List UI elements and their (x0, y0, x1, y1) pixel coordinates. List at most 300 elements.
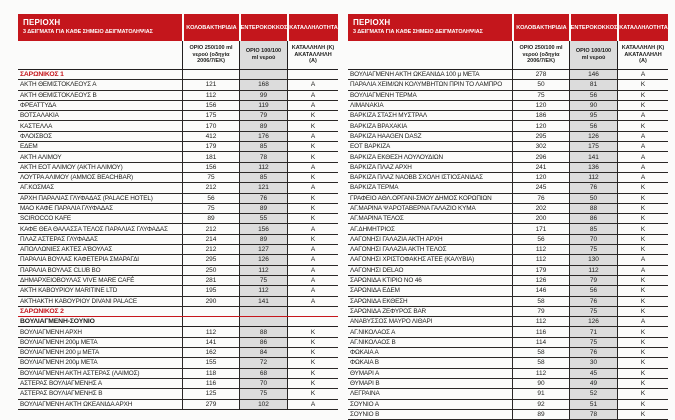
coliform-value: 116 (182, 379, 239, 388)
site-name: ΑΓ.ΔΗΜΗΤΡΙΟΣ (350, 225, 395, 233)
coliform-value: 295 (512, 132, 569, 141)
table-row (348, 70, 668, 80)
suitability-value: Κ (287, 369, 338, 378)
coliform-value: 179 (182, 142, 239, 151)
coliform-value: 120 (512, 101, 569, 110)
suitability-value: Α (287, 101, 338, 110)
enterococci-value: 75 (239, 389, 287, 398)
site-name: ΣΟΥΝΙΟ Β (350, 410, 380, 418)
site-name: ΒΟΥΛΙΑΓΜΕΝΗ 200 μ ΜΕΤΑ (20, 349, 100, 357)
table-body (18, 70, 338, 410)
site-name: ΣΑΡΩΝΙΔΑ ΕΔΕΜ (350, 287, 400, 295)
enterococci-value: 112 (569, 266, 617, 275)
suitability-value: Α (287, 163, 338, 172)
site-name: ΒΑΡΚΙΖΑ HAAGEN DASZ (350, 132, 422, 140)
suitability-value: Κ (617, 389, 668, 398)
coliform-value: 112 (512, 255, 569, 264)
table-row (18, 327, 338, 337)
site-name: ΒΟΥΛΙΑΓΜΕΝΗ 200μ ΜΕΤΑ (20, 338, 98, 346)
suitability-value: Κ (287, 338, 338, 347)
coliform-value: 146 (512, 286, 569, 295)
enterococci-value: 119 (239, 101, 287, 110)
table-row (348, 358, 668, 368)
enterococci-value (239, 317, 287, 326)
suitability-value: Κ (617, 214, 668, 223)
water-quality-table-right (348, 14, 668, 420)
enterococci-value: 88 (569, 204, 617, 213)
enterococci-value: 49 (569, 379, 617, 388)
table-row (18, 224, 338, 234)
enterococci-value: 112 (239, 266, 287, 275)
suitability-value: Α (287, 266, 338, 275)
suitability-value: Κ (617, 235, 668, 244)
coliform-value: 75 (182, 173, 239, 182)
suitability-value: Α (287, 276, 338, 285)
suitability-value: Κ (287, 194, 338, 203)
table-row (348, 194, 668, 204)
table-row (18, 245, 338, 255)
water-quality-table-left (18, 14, 338, 420)
coliform-value: 181 (182, 152, 239, 161)
enterococci-value: 176 (239, 132, 287, 141)
table-row (348, 338, 668, 348)
table-row (348, 121, 668, 131)
table-row (18, 80, 338, 90)
suitability-value (287, 317, 338, 326)
enterococci-value: 89 (239, 235, 287, 244)
suitability-value: Κ (617, 91, 668, 100)
site-name: ΑΣΤΕΡΑΣ ΒΟΥΛΙΑΓΜΕΝΗΣ Α (20, 380, 102, 388)
site-name: ΑΓ.ΝΙΚΟΛΑΟΣ Β (350, 338, 396, 346)
coliform-value: 200 (512, 214, 569, 223)
table-row (348, 214, 668, 224)
suitability-value: Α (287, 286, 338, 295)
enterococci-value: 75 (569, 245, 617, 254)
table-row (18, 255, 338, 265)
table-row (348, 389, 668, 399)
table-header (18, 14, 338, 41)
suitability-value: Κ (287, 348, 338, 357)
enterococci-value: 81 (569, 80, 617, 89)
enterococci-value: 99 (239, 91, 287, 100)
table-body (348, 70, 668, 420)
enterococci-value: 51 (569, 400, 617, 409)
enterococci-value: 102 (239, 400, 287, 409)
site-name: ΦΛΟΙΣΒΟΣ (20, 132, 52, 140)
site-name: ΣΑΡΩΝΙΔΑ ΕΚΘΕΣΗ (350, 297, 408, 305)
site-name: ΑΚΤΗ ΘΕΜΙΣΤΟΚΛΕΟΥΣ Β (20, 91, 97, 99)
coliform-value: 92 (512, 400, 569, 409)
table-row (348, 297, 668, 307)
table-row (348, 286, 668, 296)
enterococci-value: 112 (239, 163, 287, 172)
suitability-column-header: ΚΑΤΑΛΛΗΛΟΤΗΤΑ (289, 14, 338, 41)
table-row (18, 379, 338, 389)
table-row (18, 369, 338, 379)
suitability-value: Α (287, 80, 338, 89)
site-name: ΦΩΚΑΙΑ Β (350, 359, 379, 367)
coliform-value: 112 (512, 245, 569, 254)
enterococci-value: 76 (239, 194, 287, 203)
suitability-value: Κ (287, 358, 338, 367)
suitability-value: Κ (617, 297, 668, 306)
coliform-column-header: ΚΟΛΟΒΑΚΤΗΡΙΔΙΑ (184, 14, 239, 41)
suitability-value: Α (617, 152, 668, 161)
site-name: ΒΑΡΚΙΖΑ ΠΛΑΖ ΝΑΟΒΒ ΣΧΟΛΗ ΙΣΤΙΟΣΑΝΙΔΑΣ (350, 174, 483, 182)
site-name: ΠΑΡΑΛΙΑ ΧΕΙΜ/ΩΝ ΚΟΛΥΜΒΗΤΩΝ ΠΡΙΝ ΤΟ ΛΑΜΠΡΟ (350, 81, 503, 89)
site-name: ΑΓ.ΜΑΡΙΝΑ ΤΕΛΟΣ (350, 215, 404, 223)
table-row (348, 91, 668, 101)
table-row (348, 379, 668, 389)
limits-row (348, 41, 668, 70)
site-name: ΒΟΥΛΙΑΓΜΕΝΗ ΑΡΧΗ (20, 328, 82, 336)
enterococci-value: 112 (239, 286, 287, 295)
enterococci-value (239, 70, 287, 79)
area-title: ΠΕΡΙΟΧΗ (23, 18, 61, 27)
area-title: ΠΕΡΙΟΧΗ (353, 18, 391, 27)
enterococci-value: 56 (569, 286, 617, 295)
coliform-value: 302 (512, 142, 569, 151)
table-row (348, 369, 668, 379)
coliform-value: 116 (512, 327, 569, 336)
suitability-column-header: ΚΑΤΑΛΛΗΛΟΤΗΤΑ (619, 14, 668, 41)
site-name: ΣΟΥΝΙΟ Α (350, 400, 379, 408)
table-row (18, 163, 338, 173)
enterococci-value: 45 (569, 369, 617, 378)
site-name: ΑΚΤΗ ΕΟΤ ΑΛΙΜΟΥ (ΑΚΤΗ ΑΛΙΜΟΥ) (20, 163, 123, 171)
coliform-value: 76 (512, 194, 569, 203)
table-row (18, 348, 338, 358)
site-name: ΕΔΕΜ (20, 143, 38, 151)
table-row (18, 194, 338, 204)
table-row (18, 121, 338, 131)
suitability-limit: ΚΑΤΑΛΛΗΛΗ (Κ) ΑΚΑΤΑΛΛΗΛΗ (Α) (287, 41, 338, 69)
suitability-value: Κ (617, 224, 668, 233)
suitability-value: Κ (617, 80, 668, 89)
enterococci-value: 146 (569, 70, 617, 79)
coliform-value: 156 (182, 163, 239, 172)
coliform-value: 212 (182, 224, 239, 233)
suitability-value: Κ (287, 204, 338, 213)
suitability-value: Α (287, 132, 338, 141)
site-name: ΒΟΥΛΙΑΓΜΕΝΗ ΑΚΤΗ ΩΚΕΑΝΙΔΑ ΑΡΧΗ (20, 400, 133, 408)
enterococci-column-header: ΕΝΤΕΡΟΚΟΚΚΟΣ (241, 14, 287, 41)
site-name: ΒΑΡΚΙΖΑ ΣΤΑΣΗ ΜΥΣΤΡΑΛ (350, 112, 428, 120)
site-name: ΒΟΥΛΙΑΓΜΕΝΗ ΤΕΡΜΑ (350, 91, 417, 99)
enterococci-value: 112 (569, 173, 617, 182)
enterococci-value: 78 (569, 410, 617, 419)
suitability-value: Α (617, 163, 668, 172)
section-row (18, 317, 338, 327)
coliform-value: 179 (512, 266, 569, 275)
enterococci-value: 75 (569, 307, 617, 316)
enterococci-value: 56 (569, 91, 617, 100)
table-row (18, 183, 338, 193)
suitability-value: Κ (287, 235, 338, 244)
table-row (348, 183, 668, 193)
table-row (18, 400, 338, 410)
coliform-value: 279 (182, 400, 239, 409)
enterococci-value: 121 (239, 183, 287, 192)
suitability-value: Κ (617, 379, 668, 388)
limits-row (18, 41, 338, 70)
coliform-value: 170 (182, 121, 239, 130)
site-name: ΑΓ.ΚΟΣΜΑΣ (20, 184, 55, 192)
enterococci-value: 127 (239, 245, 287, 254)
table-row (348, 101, 668, 111)
limits-empty-cell (348, 41, 512, 69)
enterococci-limit: ΟΡΙΟ 100/100 ml νερού (569, 41, 617, 69)
section-label: ΣΑΡΩΝΙΚΟΣ 2 (20, 307, 64, 315)
table-row (348, 224, 668, 234)
site-name: ΚΑΦΕ ΘΕΑ ΘΑΛΑΣΣΑ ΤΕΛΟΣ ΠΑΡΑΛΙΑΣ ΓΛΥΦΑΔΑΣ (20, 225, 168, 233)
enterococci-value: 168 (239, 80, 287, 89)
enterococci-value: 89 (239, 204, 287, 213)
suitability-value: Α (287, 255, 338, 264)
coliform-value: 125 (182, 389, 239, 398)
coliform-value: 58 (512, 348, 569, 357)
table-row (18, 235, 338, 245)
enterococci-value: 85 (569, 224, 617, 233)
enterococci-value: 85 (239, 173, 287, 182)
suitability-value: Κ (617, 369, 668, 378)
suitability-value: Α (617, 255, 668, 264)
coliform-value: 202 (512, 204, 569, 213)
enterococci-value: 89 (239, 121, 287, 130)
suitability-value: Α (617, 142, 668, 151)
coliform-value: 212 (182, 245, 239, 254)
site-name: ΒΑΡΚΙΖΑ ΕΚΘΕΣΗ ΛΟΥΛΟΥΔΙΩΝ (350, 153, 444, 161)
enterococci-value: 85 (239, 142, 287, 151)
site-name: ΛΟΥΤΡΑ ΑΛΙΜΟΥ (ΑΜΜΟΣ BEACHBAR) (20, 174, 134, 182)
table-row (348, 307, 668, 317)
table-row (348, 348, 668, 358)
suitability-value: Κ (617, 358, 668, 367)
enterococci-value: 126 (569, 317, 617, 326)
site-name: ΑΝΑΒΥΣΣΟΣ ΜΑΥΡΟ ΛΙΘΑΡΙ (350, 318, 433, 326)
table-row (348, 80, 668, 90)
coliform-value: 90 (512, 379, 569, 388)
enterococci-value: 95 (569, 111, 617, 120)
site-name: ΑΚΤΗΑΚΤΗ ΚΑΒΟΥΡΙΟΥ DIVANI PALACE (20, 297, 137, 305)
site-name: ΑΣΤΕΡΑΣ ΒΟΥΛΙΑΓΜΕΝΗΣ Β (20, 390, 103, 398)
suitability-value: Κ (617, 194, 668, 203)
suitability-value: Κ (287, 142, 338, 151)
site-name: ΑΚΤΗ ΑΛΙΜΟΥ (20, 153, 62, 161)
coliform-value: 155 (182, 358, 239, 367)
area-subtitle: 3 ΔΕΙΓΜΑΤΑ ΓΙΑ ΚΑΘΕ ΣΗΜΕΙΟ ΔΕΙΓΜΑΤΟΛΗΨΙΑΣ (353, 28, 483, 35)
suitability-value: Κ (287, 173, 338, 182)
site-name: ΓΡΑΦΕΙΟ ΑΘΛ.ΟΡΓΑΝΙ-ΣΜΟΥ ΔΗΜΟΣ ΚΟΡΩΠΙΩΝ (350, 194, 492, 202)
enterococci-value: 30 (569, 358, 617, 367)
coliform-value: 91 (512, 389, 569, 398)
table-row (348, 245, 668, 255)
enterococci-value: 70 (569, 235, 617, 244)
suitability-value: Κ (617, 101, 668, 110)
limits-empty-cell (18, 41, 182, 69)
coliform-value: 120 (512, 121, 569, 130)
suitability-limit: ΚΑΤΑΛΛΗΛΗ (Κ) ΑΚΑΤΑΛΛΗΛΗ (Α) (617, 41, 668, 69)
section-label: ΣΑΡΩΝΙΚΟΣ 1 (20, 71, 64, 79)
suitability-value: Α (287, 91, 338, 100)
coliform-value: 281 (182, 276, 239, 285)
coliform-value: 75 (512, 91, 569, 100)
table-row (18, 204, 338, 214)
site-name: ΛΑΓΟΝΗΣΙ ΓΑΛΑΖΙΑ ΑΚΤΗ ΤΕΛΟΣ (350, 246, 447, 254)
table-row (18, 91, 338, 101)
coliform-value: 186 (512, 111, 569, 120)
coliform-value: 114 (512, 338, 569, 347)
enterococci-value: 78 (239, 152, 287, 161)
suitability-value: Κ (287, 111, 338, 120)
suitability-value: Α (617, 70, 668, 79)
coliform-value: 112 (512, 317, 569, 326)
table-row (18, 142, 338, 152)
enterococci-value: 136 (569, 163, 617, 172)
coliform-value: 278 (512, 70, 569, 79)
site-name: ΛΑΓΟΝΗΣΙ DELAO (350, 266, 404, 274)
table-row (18, 214, 338, 224)
coliform-limit: ΟΡΙΟ 250/100 ml νερού (οδηγία 2006/7/ΕΚ) (512, 41, 569, 69)
enterococci-value: 50 (569, 194, 617, 203)
enterococci-limit: ΟΡΙΟ 100/100 ml νερού (239, 41, 287, 69)
site-name: ΦΡΕΑΤΤΥΔΑ (20, 102, 57, 110)
suitability-value: Α (287, 183, 338, 192)
coliform-value: 50 (512, 80, 569, 89)
coliform-value: 79 (512, 307, 569, 316)
enterococci-value: 156 (239, 224, 287, 233)
enterococci-value: 72 (239, 358, 287, 367)
area-header-cell (18, 14, 182, 41)
site-name: ΑΓ.ΝΙΚΟΛΑΟΣ Α (350, 328, 396, 336)
coliform-value: 412 (182, 132, 239, 141)
coliform-value: 118 (182, 369, 239, 378)
site-name: ΒΑΡΚΙΖΑ ΒΡΑΧΑΚΙΑ (350, 122, 408, 130)
enterococci-value: 141 (239, 297, 287, 306)
area-header-cell (348, 14, 512, 41)
coliform-value: 241 (512, 163, 569, 172)
coliform-value: 112 (182, 327, 239, 336)
table-row (348, 142, 668, 152)
suitability-value: Κ (617, 348, 668, 357)
suitability-value: Κ (617, 400, 668, 409)
table-row (18, 173, 338, 183)
table-row (18, 101, 338, 111)
suitability-value: Α (287, 224, 338, 233)
site-name: ΕΟΤ ΒΑΡΚΙΖΑ (350, 143, 391, 151)
suitability-value: Κ (287, 152, 338, 161)
suitability-value: Α (287, 245, 338, 254)
enterococci-value: 79 (569, 276, 617, 285)
coliform-value (182, 317, 239, 326)
site-name: ΒΑΡΚΙΖΑ ΤΕΡΜΑ (350, 184, 399, 192)
coliform-value (182, 70, 239, 79)
site-name: ΘΥΜΑΡΙ Α (350, 369, 380, 377)
enterococci-value: 76 (569, 348, 617, 357)
coliform-value: 75 (182, 204, 239, 213)
table-row (348, 410, 668, 420)
enterococci-value (239, 307, 287, 316)
site-name: ΑΓ.ΜΑΡΙΝΑ ΨΑΡΟΤΑΒΕΡΝΑ ΓΑΛΑΖΙΟ ΚΥΜΑ (350, 205, 476, 212)
coliform-value: 141 (182, 338, 239, 347)
suitability-value: Α (617, 317, 668, 326)
table-row (18, 358, 338, 368)
suitability-value: Α (617, 173, 668, 182)
coliform-value: 126 (512, 276, 569, 285)
site-name: ΘΥΜΑΡΙ Β (350, 380, 380, 388)
area-subtitle: 3 ΔΕΙΓΜΑΤΑ ΓΙΑ ΚΑΘΕ ΣΗΜΕΙΟ ΔΕΙΓΜΑΤΟΛΗΨΙΑΣ (23, 28, 153, 35)
table-row (348, 235, 668, 245)
enterococci-value: 79 (239, 111, 287, 120)
table-row (18, 132, 338, 142)
enterococci-value: 75 (239, 276, 287, 285)
site-name: SCIROCCO KAFE (20, 215, 71, 223)
enterococci-value: 70 (239, 379, 287, 388)
table-row (18, 338, 338, 348)
suitability-value: Κ (617, 307, 668, 316)
suitability-value: Α (287, 297, 338, 306)
section-row (18, 307, 338, 317)
coliform-value: 121 (182, 80, 239, 89)
suitability-value: Κ (617, 410, 668, 419)
table-row (348, 173, 668, 183)
coliform-limit: ΟΡΙΟ 250/100 ml νερού (οδηγία 2006/7/ΕΚ) (182, 41, 239, 69)
coliform-value: 56 (512, 235, 569, 244)
site-name: ΒΟΥΛΙΑΓΜΕΝΗ ΑΚΤΗ ΑΣΤΕΡΑΣ (ΛΑΙΜΟΣ) (20, 369, 140, 377)
suitability-value: Κ (617, 245, 668, 254)
table-row (18, 389, 338, 399)
enterococci-value: 55 (239, 214, 287, 223)
table-row (348, 317, 668, 327)
suitability-value (287, 70, 338, 79)
site-name: ΠΑΡΑΛΙΑ ΒΟΥΛΑΣ ΚΑΦΕΤΕΡΙΑ ΣΜΑΡΑΓΔΙ (20, 256, 139, 264)
suitability-value (287, 307, 338, 316)
coliform-value: 162 (182, 348, 239, 357)
enterococci-value: 88 (239, 327, 287, 336)
coliform-value: 56 (182, 194, 239, 203)
site-name: ΛΑΓΟΝΗΣΙ ΓΑΛΑΖΙΑ ΑΚΤΗ ΑΡΧΗ (350, 235, 443, 243)
table-row (18, 286, 338, 296)
site-name: ΒΟΥΛΙΑΓΜΕΝΗ ΑΚΤΗ ΩΚΕΑΝΙΔΑ 100 μ ΜΕΤΑ (350, 71, 480, 79)
table-row (18, 152, 338, 162)
table-row (348, 255, 668, 265)
coliform-value: 89 (512, 410, 569, 419)
suitability-value: Κ (617, 204, 668, 213)
enterococci-value: 71 (569, 327, 617, 336)
table-row (348, 132, 668, 142)
enterococci-value: 175 (569, 142, 617, 151)
suitability-value: Κ (287, 214, 338, 223)
site-name: ΛΕΓΡΑΙΝΑ (350, 390, 380, 398)
enterococci-value: 90 (569, 101, 617, 110)
table-row (348, 400, 668, 410)
site-name: ΚΑΣΤΕΛΛΑ (20, 122, 53, 130)
suitability-value: Κ (287, 389, 338, 398)
coliform-value (182, 307, 239, 316)
enterococci-value: 76 (569, 297, 617, 306)
site-name: ΜΑΟ ΚΑΦΕ ΠΑΡΑΛΙΑ ΓΛΥΦΑΔΑΣ (20, 205, 113, 212)
enterococci-value: 68 (239, 369, 287, 378)
table-row (18, 111, 338, 121)
coliform-value: 195 (182, 286, 239, 295)
table-row (18, 276, 338, 286)
suitability-value: Κ (617, 338, 668, 347)
site-name: ΑΚΤΗ ΚΑΒΟΥΡΙΟΥ MARITINE LTD (20, 287, 118, 295)
coliform-value: 171 (512, 224, 569, 233)
site-name: ΑΚΤΗ ΘΕΜΙΣΤΟΚΛΕΟΥΣ Α (20, 81, 97, 89)
table-row (348, 111, 668, 121)
table-header (348, 14, 668, 41)
